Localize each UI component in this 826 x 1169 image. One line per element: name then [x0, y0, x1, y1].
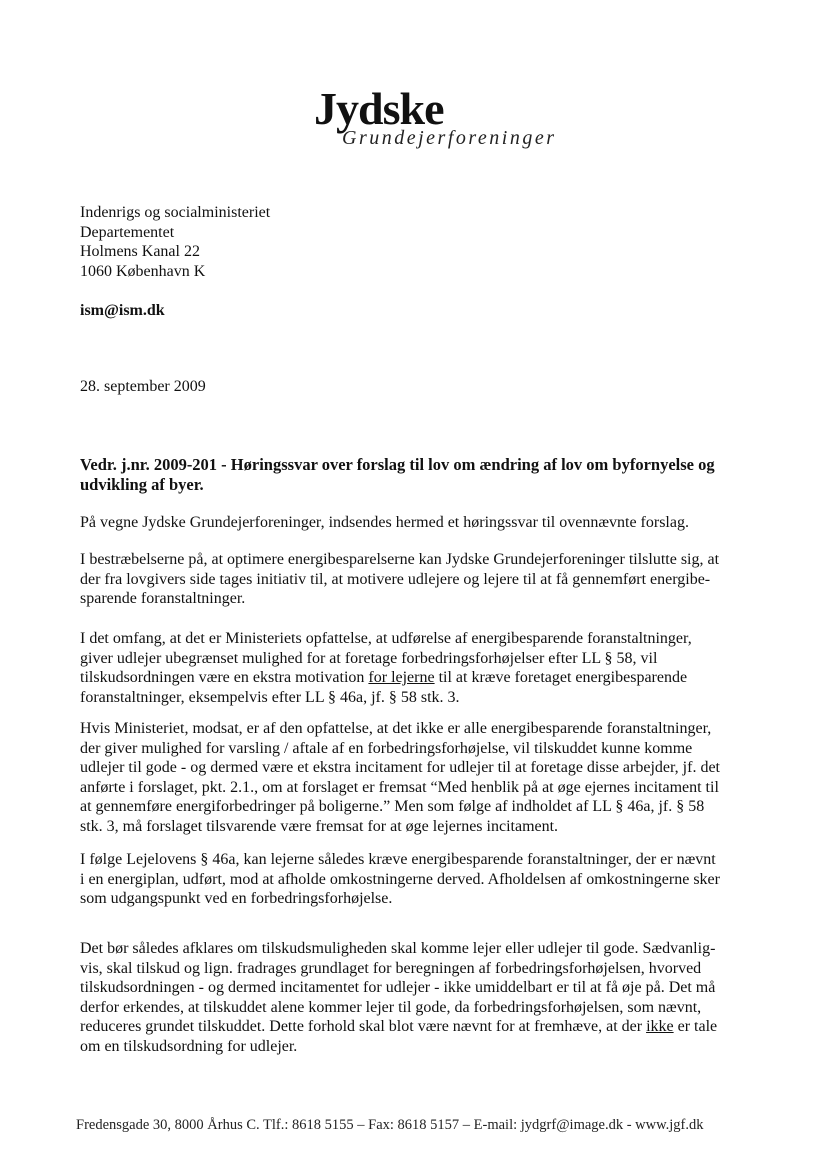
logo-sub-text: Grundejerforeninger: [342, 127, 557, 149]
address-line: Holmens Kanal 22: [80, 243, 200, 260]
paragraph-line: der fra lovgivers side tages initiativ til, at motivere udlejere og lejere til at få gennemført energibe-: [80, 570, 711, 588]
paragraph-line: I bestræbelserne på, at optimere energibesparelserne kan Jydske Grundejerforeninger tilslutte sig, at: [80, 551, 720, 568]
paragraph-2: [80, 550, 750, 609]
paragraph-line: der giver mulighed for varsling / aftale af en forbedringsforhøjelse, vil tilskuddet kunne komme: [80, 739, 693, 757]
address-line: Departementet: [80, 223, 175, 241]
paragraph-5: [80, 850, 750, 909]
paragraph-line: at gennemføre energiforbedringer på boligerne.” Men som følge af indholdet af LL § 46a, jf. § 58: [80, 798, 705, 815]
recipient-address: [80, 203, 750, 281]
paragraph-text: reduceres grundet tilskuddet. Dette forhold skal blot være nævnt for at fremhæve, at der: [80, 1018, 643, 1035]
paragraph-text: til at kræve foretaget energibesparende: [438, 669, 688, 686]
paragraph-line: foranstaltninger, eksempelvis efter LL § 46a, jf. § 58 stk. 3.: [80, 688, 460, 706]
paragraph-line: anførte i forslaget, pkt. 2.1., om at forslaget er fremsat “Med henblik på at øge ejernes incitament til: [80, 778, 719, 796]
address-line: Indenrigs og socialministeriet: [80, 204, 271, 221]
letterhead-logo: [0, 0, 826, 160]
paragraph-line: tilskudsordningen - og dermed incitamentet for udlejer - ikke umiddelbart er til at få øje på. Det må: [80, 979, 716, 996]
paragraph-line: udlejer til gode - og dermed være et ekstra incitament for udlejer til at foretage disse arbejder, jf. det: [80, 759, 720, 776]
paragraph-line: På vegne Jydske Grundejerforeninger, indsendes hermed et høringssvar til ovennævnte forslag.: [80, 514, 689, 531]
letter-date: 28. september 2009: [80, 378, 206, 395]
paragraph-line: giver udlejer ubegrænset mulighed for at foretage forbedringsforhøjelser efter LL § 58, vil: [80, 649, 658, 667]
recipient-email: ism@ism.dk: [80, 302, 165, 319]
address-line: 1060 København K: [80, 262, 206, 280]
paragraph-line: [80, 1017, 750, 1037]
paragraph-line: om en tilskudsordning for udlejer.: [80, 1037, 298, 1055]
paragraph-line: [80, 668, 750, 688]
paragraph-line: derfor erkendes, at tilskuddet alene kommer lejer til gode, da forbedringsforhøjelsen, som nævnt,: [80, 998, 702, 1016]
paragraph-text: tilskudsordningen være en ekstra motivation: [80, 669, 365, 686]
paragraph-line: sparende foranstaltninger.: [80, 590, 246, 607]
letter-subject: [80, 455, 740, 494]
paragraph-line: I det omfang, at det er Ministeriets opfattelse, at udførelse af energibesparende foranstaltninger,: [80, 630, 692, 647]
paragraph-6: [80, 939, 750, 1056]
underlined-text: for lejerne: [368, 669, 435, 686]
paragraph-4: [80, 719, 750, 836]
subject-line: Vedr. j.nr. 2009-201 - Høringssvar over forslag til lov om ændring af lov om byfornyelse og: [80, 455, 715, 474]
letter-footer: Fredensgade 30, 8000 Århus C. Tlf.: 8618 5155 – Fax: 8618 5157 – E-mail: jydgrf@image.dk - www.jgf.dk: [76, 1117, 704, 1133]
paragraph-intro: [80, 513, 750, 533]
underlined-text: ikke: [646, 1018, 674, 1035]
subject-line: udvikling af byer.: [80, 474, 204, 494]
paragraph-line: Hvis Ministeriet, modsat, er af den opfattelse, at det ikke er alle energibesparende foranstaltninger,: [80, 720, 712, 737]
paragraph-line: vis, skal tilskud og lign. fradrages grundlaget for beregningen af forbedringsforhøjelsen, hvorved: [80, 959, 702, 977]
paragraph-line: i en energiplan, udført, mod at afholde omkostningerne derved. Afholdelsen af omkostningerne sker: [80, 870, 720, 888]
logo-main-text: Jydske: [314, 83, 444, 134]
paragraph-line: som udgangspunkt ved en forbedringsforhøjelse.: [80, 890, 393, 907]
paragraph-line: stk. 3, må forslaget tilsvarende være fremsat for at øge lejernes incitament.: [80, 817, 559, 835]
paragraph-line: Det bør således afklares om tilskudsmuligheden skal komme lejer eller udlejer til gode. Sædvanlig-: [80, 940, 716, 957]
paragraph-line: I følge Lejelovens § 46a, kan lejerne således kræve energibesparende foranstaltninger, der er nævnt: [80, 851, 716, 868]
paragraph-3: [80, 629, 750, 707]
paragraph-text: er tale: [677, 1018, 718, 1035]
